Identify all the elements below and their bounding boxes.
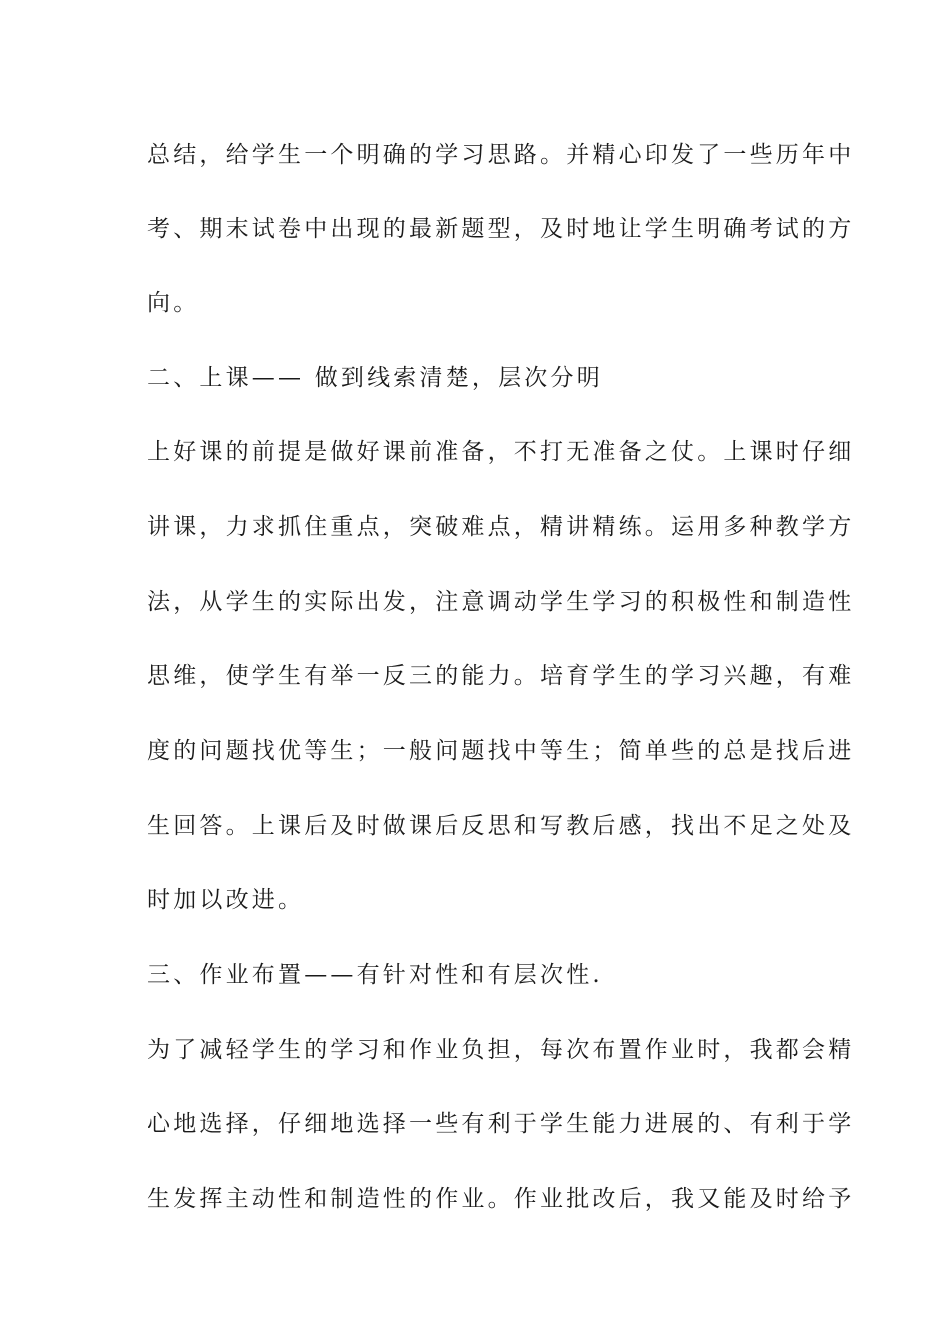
text-line: 法，从学生的实际出发，注意调动学生学习的积极性和制造性 [147, 589, 855, 615]
text-line: 时加以改进。 [147, 887, 305, 913]
text-line: 上好课的前提是做好课前准备，不打无准备之仗。上课时仔细 [147, 439, 855, 465]
text-line: 心地选择，仔细地选择一些有利于学生能力进展的、有利于学 [147, 1111, 855, 1137]
section-heading: 二、上课—— 做到线索清楚，层次分明 [147, 365, 603, 391]
text-line: 为了减轻学生的学习和作业负担，每次布置作业时，我都会精 [147, 1037, 855, 1063]
section-heading: 三、作业布置——有针对性和有层次性. [147, 962, 603, 988]
text-line: 思维，使学生有举一反三的能力。培育学生的学习兴趣，有难 [147, 663, 855, 689]
text-line: 度的问题找优等生；一般问题找中等生；简单些的总是找后进 [147, 738, 855, 764]
text-line: 生发挥主动性和制造性的作业。作业批改后，我又能及时给予 [147, 1186, 855, 1212]
text-line: 讲课，力求抓住重点，突破难点，精讲精练。运用多种教学方 [147, 514, 855, 540]
text-line: 向。 [147, 290, 200, 316]
text-line: 生回答。上课后及时做课后反思和写教后感，找出不足之处及 [147, 813, 855, 839]
text-line: 总结，给学生一个明确的学习思路。并精心印发了一些历年中 [147, 142, 855, 168]
text-line: 考、期末试卷中出现的最新题型，及时地让学生明确考试的方 [147, 216, 855, 242]
